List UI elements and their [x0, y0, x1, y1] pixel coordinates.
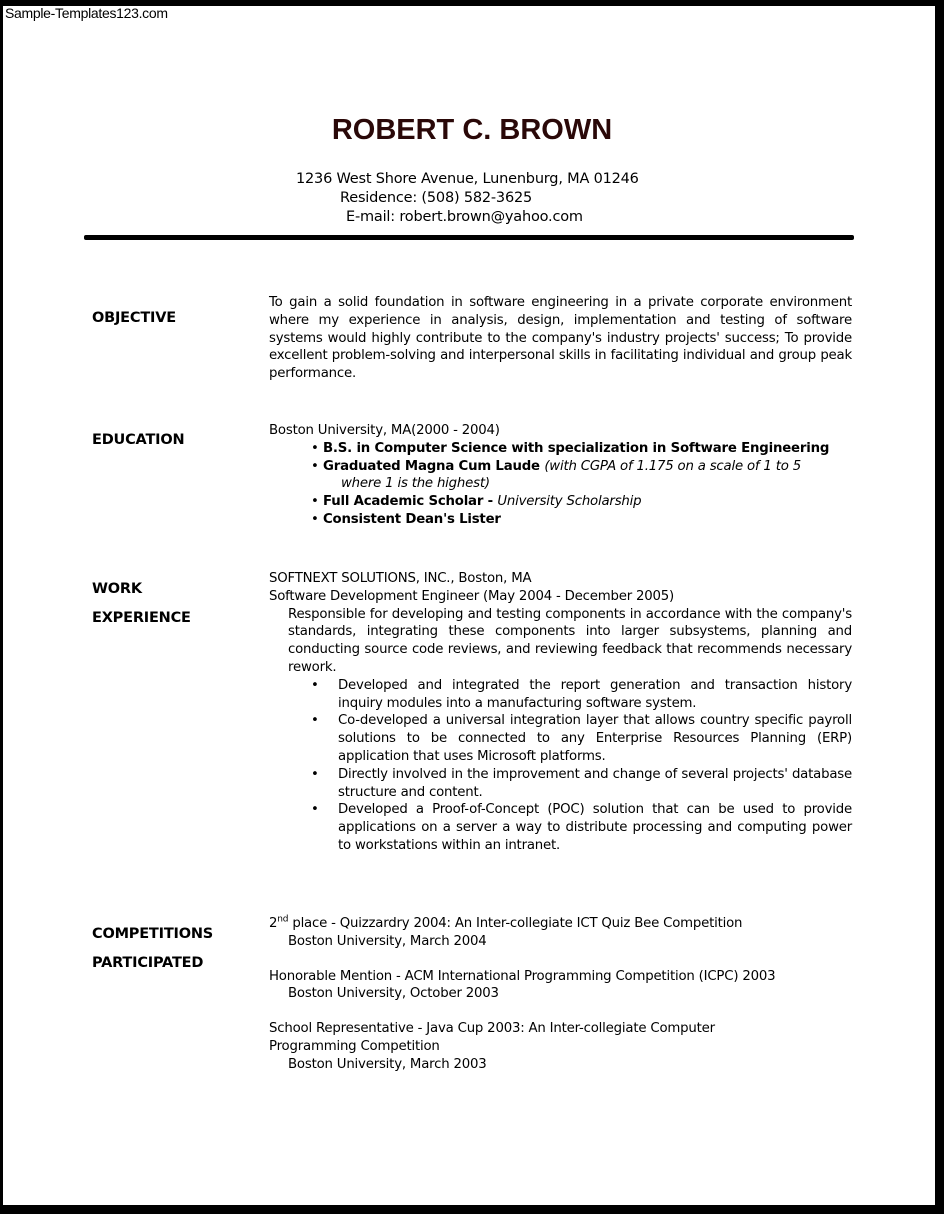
watermark: Sample-Templates123.com — [5, 5, 168, 21]
objective-text: To gain a solid foundation in software engineering in a private corporate environment where my experience in analysis, design, implementation and testing of software systems would highly contribute to the company's industry projects' success; To provide excellent problem-solving and interpersonal skills in facilitating individual and group peak performance. — [269, 295, 852, 382]
company: SOFTNEXT SOLUTIONS, INC., Boston, MA — [269, 571, 532, 586]
header-divider — [84, 235, 854, 240]
objective-label: OBJECTIVE — [92, 310, 176, 326]
education-item: • Full Academic Scholar - University Scholarship — [269, 493, 852, 511]
education-section — [269, 422, 852, 529]
work-bullet: • Developed a Proof-of-Concept (POC) solution that can be used to provide applications on a server a way to distribute processing and computing power to workstations within an intranet. — [338, 801, 852, 854]
work-section — [269, 570, 852, 855]
work-bullet: • Directly involved in the improvement and change of several projects' database structure and content. — [338, 766, 852, 802]
competitions-section — [269, 915, 829, 1091]
competition-item: 2nd place - Quizzardry 2004: An Inter-collegiate ICT Quiz Bee Competition Boston University, March 2004 — [269, 914, 743, 949]
job-summary: Responsible for developing and testing components in accordance with the company's standards, integrating these components into larger subsystems, planning and conducting source code reviews, and reviewing feedback that recommends necessary rework. — [288, 606, 852, 675]
address: 1236 West Shore Avenue, Lunenburg, MA 01246 — [296, 171, 639, 187]
residence-phone: Residence: (508) 582-3625 — [340, 190, 533, 206]
work-label: WORK EXPERIENCE — [92, 581, 191, 626]
email: E-mail: robert.brown@yahoo.com — [346, 209, 583, 225]
education-item: • Graduated Magna Cum Laude (with CGPA of 1.175 on a scale of 1 to 5 — [269, 458, 852, 476]
competition-item: School Representative - Java Cup 2003: An Inter-collegiate Computer Programming Competition Boston University, March 2003 — [269, 1021, 715, 1072]
job-title: Software Development Engineer (May 2004 - December 2005) — [269, 588, 675, 604]
education-label: EDUCATION — [92, 432, 185, 448]
competitions-label: COMPETITIONS PARTICIPATED — [92, 926, 214, 971]
candidate-name: ROBERT C. BROWN — [331, 114, 613, 146]
education-item: • Consistent Dean's Lister — [269, 511, 852, 529]
school: Boston University, MA(2000 - 2004) — [269, 423, 500, 438]
education-item: • B.S. in Computer Science with specialization in Software Engineering — [269, 440, 852, 458]
work-bullet: • Co-developed a universal integration layer that allows country specific payroll solutions to be connected to any Enterprise Resources Planning (ERP) application that uses Microsoft platforms. — [338, 712, 852, 765]
competition-item: Honorable Mention - ACM International Programming Competition (ICPC) 2003 Boston University, October 2003 — [269, 968, 776, 1002]
work-bullet: • Developed and integrated the report generation and transaction history inquiry modules into a manufacturing software system. — [338, 677, 852, 713]
education-item-cont: where 1 is the highest) — [341, 476, 490, 492]
